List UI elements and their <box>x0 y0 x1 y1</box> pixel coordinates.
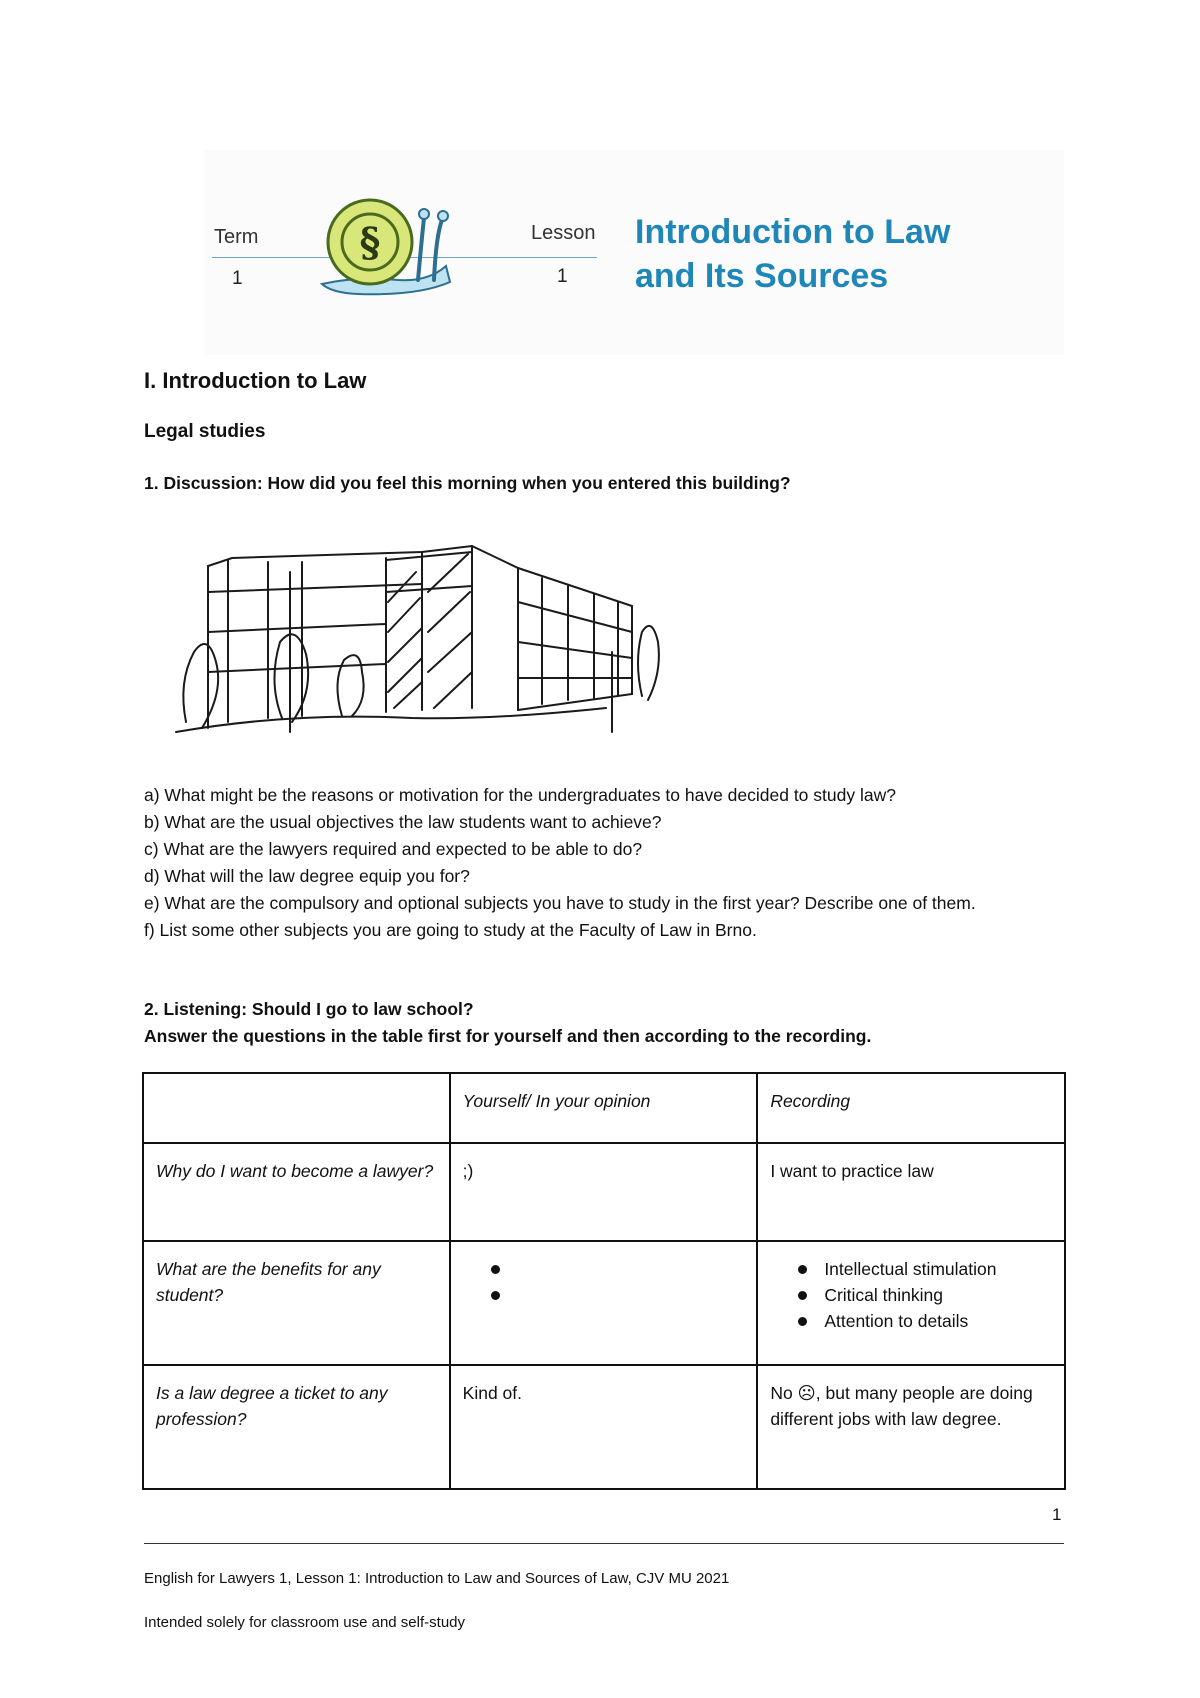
table-row <box>143 1143 1065 1241</box>
list-item <box>497 1282 747 1308</box>
section-heading: I. Introduction to Law <box>144 368 367 393</box>
discussion-prompt: 1. Discussion: How did you feel this morning when you entered this building? <box>144 473 791 493</box>
svg-text:§: § <box>359 219 381 266</box>
listening-title: 2. Listening: Should I go to law school? <box>144 999 474 1019</box>
list-item: e) What are the compulsory and optional subjects you have to study in the first year? Describe one of them. <box>144 893 976 913</box>
table-header-cell: Recording <box>757 1073 1065 1143</box>
list-item: Intellectual stimulation <box>804 1256 1054 1282</box>
lesson-label: Lesson <box>531 222 596 244</box>
term-label: Term <box>214 226 259 248</box>
title-line-1: Introduction to Law <box>635 213 951 251</box>
table-recording-cell <box>757 1241 1065 1365</box>
building-sketch-illustration <box>172 532 664 758</box>
lesson-number: 1 <box>557 266 568 287</box>
table-recording-cell: No ☹, but many people are doing different jobs with law degree. <box>757 1365 1065 1489</box>
list-item: Attention to details <box>804 1308 1054 1334</box>
table-question-cell: Why do I want to become a lawyer? <box>143 1143 450 1241</box>
table-row <box>143 1241 1065 1365</box>
table-row <box>143 1073 1065 1143</box>
list-item: f) List some other subjects you are going to study at the Faculty of Law in Brno. <box>144 920 757 940</box>
list-item: c) What are the lawyers required and expected to be able to do? <box>144 839 643 859</box>
bullet-list <box>770 1256 1054 1334</box>
footer-divider <box>144 1543 1064 1544</box>
table-question-cell: Is a law degree a ticket to any profession? <box>143 1365 450 1489</box>
listening-instruction: Answer the questions in the table first for yourself and then according to the recording. <box>144 1026 872 1046</box>
table-header-cell <box>143 1073 450 1143</box>
table-answer-cell[interactable]: Kind of. <box>450 1365 758 1489</box>
title-line-2: and Its Sources <box>635 257 889 295</box>
table-question-cell: What are the benefits for any student? <box>143 1241 450 1365</box>
table-answer-cell[interactable] <box>450 1241 758 1365</box>
list-item <box>497 1256 747 1282</box>
discussion-questions <box>144 782 1074 944</box>
list-item: d) What will the law degree equip you for? <box>144 866 470 886</box>
footer-citation: English for Lawyers 1, Lesson 1: Introduction to Law and Sources of Law, CJV MU 2021 <box>144 1570 730 1587</box>
table-header-cell: Yourself/ In your opinion <box>450 1073 758 1143</box>
term-number: 1 <box>232 268 243 289</box>
table-answer-cell[interactable]: ;) <box>450 1143 758 1241</box>
table-row <box>143 1365 1065 1489</box>
page-number: 1 <box>1052 1505 1062 1524</box>
list-item: Critical thinking <box>804 1282 1054 1308</box>
bullet-list <box>463 1256 747 1308</box>
section-subheading: Legal studies <box>144 421 266 442</box>
answer-table <box>142 1072 1066 1490</box>
page-title <box>635 210 1055 298</box>
snail-paragraph-icon <box>318 196 468 296</box>
list-item: b) What are the usual objectives the law students want to achieve? <box>144 812 662 832</box>
footer-notice: Intended solely for classroom use and self-study <box>144 1614 465 1631</box>
table-recording-cell: I want to practice law <box>757 1143 1065 1241</box>
list-item: a) What might be the reasons or motivation for the undergraduates to have decided to study law? <box>144 785 896 805</box>
